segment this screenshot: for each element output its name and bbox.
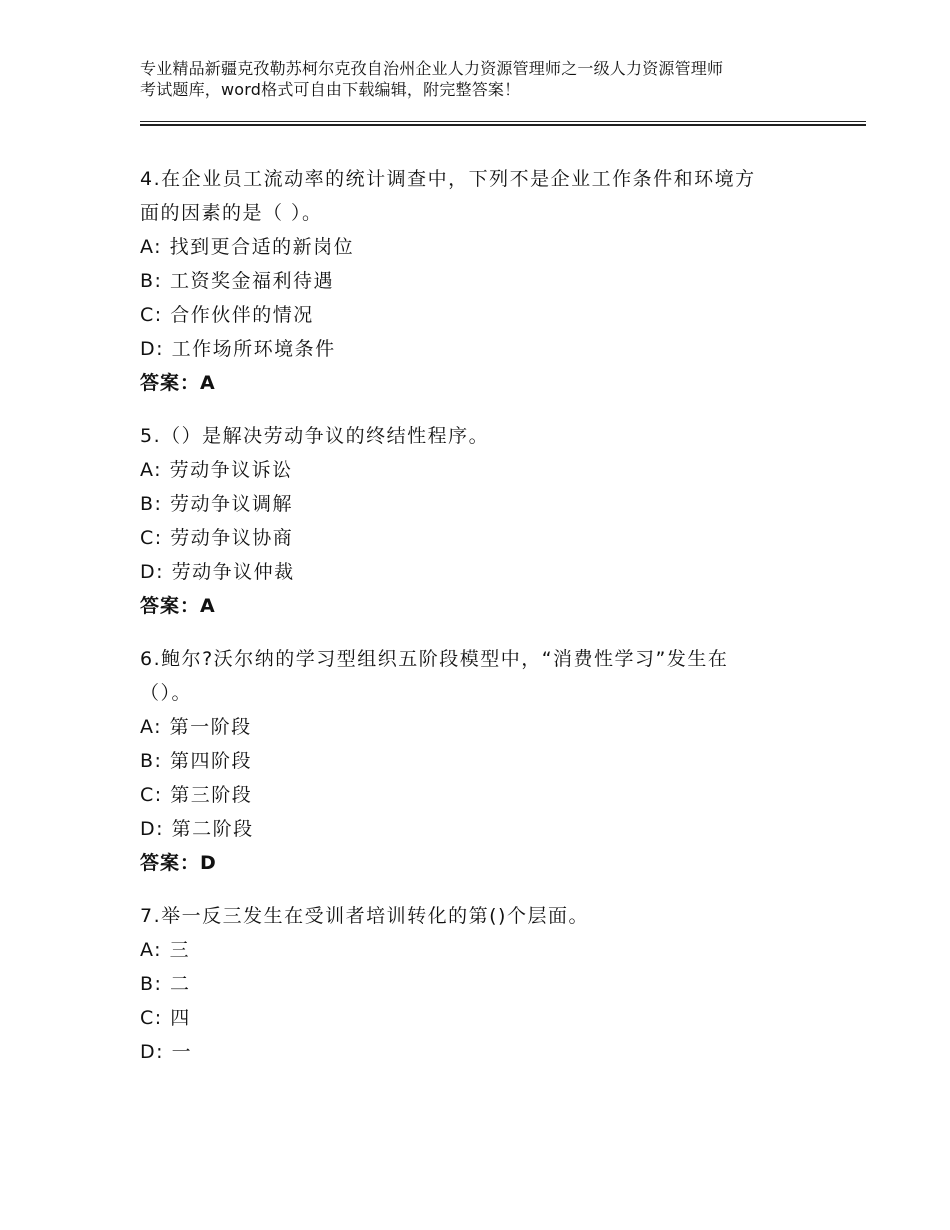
option-a: A: 第一阶段 [140,716,252,738]
option-d: D: 劳动争议仲裁 [140,561,295,583]
option-c: C: 第三阶段 [140,784,253,806]
question-stem-continued: （）。 [140,682,193,704]
question-list [140,162,840,1088]
question-5 [140,419,840,623]
option-a: A: 找到更合适的新岗位 [140,236,355,258]
option-c: C: 四 [140,1007,191,1029]
option-d: D: 工作场所环境条件 [140,338,336,360]
question-stem: 4.在企业员工流动率的统计调查中，下列不是企业工作条件和环境方 [140,168,756,190]
option-d: D: 一 [140,1041,193,1063]
question-stem: 5.（）是解决劳动争议的终结性程序。 [140,425,490,447]
option-d: D: 第二阶段 [140,818,254,840]
option-c: C: 合作伙伴的情况 [140,304,314,326]
option-b: B: 第四阶段 [140,750,252,772]
option-a: A: 三 [140,939,191,961]
answer: 答案：A [140,372,216,394]
document-header [140,58,840,100]
option-a: A: 劳动争议诉讼 [140,459,293,481]
header-divider-thick [140,124,866,126]
option-b: B: 二 [140,973,191,995]
header-title-line-1: 专业精品新疆克孜勒苏柯尔克孜自治州企业人力资源管理师之一级人力资源管理师 [140,59,724,78]
header-title-line-2: 考试题库，word格式可自由下载编辑，附完整答案！ [140,80,521,99]
answer: 答案：A [140,595,216,617]
option-c: C: 劳动争议协商 [140,527,294,549]
question-6 [140,642,840,880]
option-b: B: 工资奖金福利待遇 [140,270,334,292]
option-b: B: 劳动争议调解 [140,493,293,515]
question-4 [140,162,840,400]
question-stem: 6.鲍尔?沃尔纳的学习型组织五阶段模型中，“消费性学习”发生在 [140,648,729,670]
answer: 答案：D [140,852,217,874]
question-7 [140,899,840,1069]
header-divider-thin [140,121,866,122]
question-stem-continued: 面的因素的是（ ）。 [140,202,323,224]
question-stem: 7.举一反三发生在受训者培训转化的第()个层面。 [140,905,589,927]
